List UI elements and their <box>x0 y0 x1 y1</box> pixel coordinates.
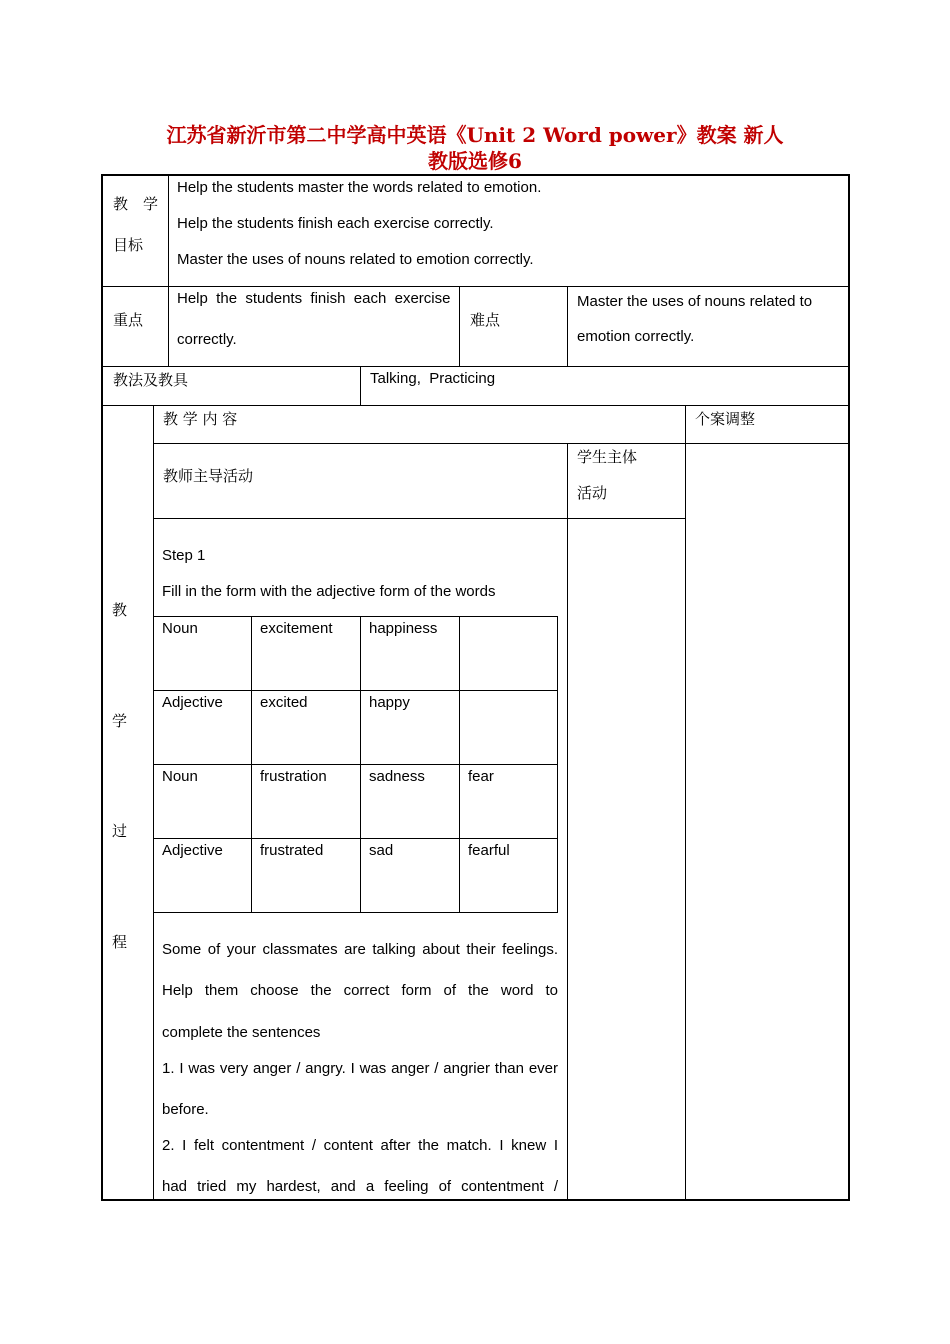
row-divider <box>153 443 850 444</box>
inner-table-line <box>153 616 558 617</box>
row-divider <box>101 366 850 367</box>
process-side-char: 学 <box>112 712 128 730</box>
table-cell: excitement <box>260 620 333 637</box>
step-label: Step 1 <box>162 547 206 564</box>
objective-item: Help the students master the words related to emotion. <box>177 179 542 196</box>
title-line-1: 江苏省新沂市第二中学高中英语《Unit 2 Word power》教案 新人 <box>166 123 784 147</box>
objective-item: Help the students finish each exercise correctly. <box>177 215 494 232</box>
process-side-char: 过 <box>112 822 128 840</box>
key-points-label: 重点 <box>113 311 144 329</box>
table-cell: excited <box>260 694 308 711</box>
table-border-top <box>101 174 850 176</box>
table-cell: happiness <box>369 620 438 637</box>
objectives-label-char: 学 <box>143 195 159 213</box>
difficulty-text: Master the uses of nouns related to <box>577 293 813 310</box>
inner-table-line <box>153 912 558 913</box>
inner-table-line <box>557 616 558 913</box>
table-border-left <box>101 174 103 1201</box>
step-instruction: Fill in the form with the adjective form of the words <box>162 583 496 600</box>
methods-label: 教法及教具 <box>113 371 189 389</box>
content-header: 教 学 内 容 <box>163 410 238 428</box>
adjust-header: 个案调整 <box>695 410 756 428</box>
document-title <box>100 122 850 174</box>
table-cell: Noun <box>162 768 198 785</box>
col-divider <box>459 286 460 366</box>
key-points-text: Help the students finish each exercise <box>177 290 451 307</box>
table-cell: fear <box>468 768 494 785</box>
student-header: 活动 <box>577 484 608 502</box>
row-divider <box>101 405 850 406</box>
table-cell: frustration <box>260 768 327 785</box>
col-divider <box>685 405 686 1201</box>
inner-table-line <box>153 764 558 765</box>
exercise-intro: complete the sentences <box>162 1024 321 1041</box>
exercise-item: 2. I felt contentment / content after the match. I knew I <box>162 1137 558 1154</box>
inner-table-line <box>360 616 361 913</box>
inner-table-line <box>153 690 558 691</box>
table-cell: sadness <box>369 768 425 785</box>
table-cell: fearful <box>468 842 510 859</box>
process-side-char: 程 <box>112 933 128 951</box>
col-divider <box>360 366 361 405</box>
exercise-item: had tried my hardest, and a feeling of contentment / <box>162 1178 558 1195</box>
table-cell: Noun <box>162 620 198 637</box>
objectives-label-char: 教 <box>113 195 129 213</box>
process-side-char: 教 <box>112 601 128 619</box>
objectives-label: 目标 <box>113 236 144 254</box>
col-divider <box>168 174 169 366</box>
difficulty-label: 难点 <box>470 311 501 329</box>
title-line-2: 教版选修6 <box>428 149 522 173</box>
table-cell: sad <box>369 842 394 859</box>
col-divider <box>153 405 154 1201</box>
methods-value: Talking, Practicing <box>370 370 496 387</box>
exercise-item: 1. I was very anger / angry. I was anger / angrier than ever <box>162 1060 558 1077</box>
table-cell: Adjective <box>162 842 223 859</box>
teacher-header: 教师主导活动 <box>163 467 254 485</box>
difficulty-text: emotion correctly. <box>577 328 695 345</box>
table-cell: frustrated <box>260 842 324 859</box>
table-cell: Adjective <box>162 694 223 711</box>
inner-table-line <box>251 616 252 913</box>
exercise-intro: Some of your classmates are talking about their feelings. <box>162 941 558 958</box>
col-divider <box>567 443 568 1201</box>
row-divider <box>153 518 685 519</box>
key-points-text: correctly. <box>177 331 237 348</box>
table-border-right <box>848 174 850 1201</box>
exercise-intro: Help them choose the correct form of the word to <box>162 982 558 999</box>
inner-table-line <box>153 838 558 839</box>
objective-item: Master the uses of nouns related to emotion correctly. <box>177 251 534 268</box>
exercise-item: before. <box>162 1101 209 1118</box>
inner-table-line <box>459 616 460 913</box>
table-cell: happy <box>369 694 410 711</box>
row-divider <box>101 286 850 287</box>
student-header: 学生主体 <box>577 448 638 466</box>
table-border-bottom <box>101 1199 850 1201</box>
col-divider <box>567 286 568 366</box>
